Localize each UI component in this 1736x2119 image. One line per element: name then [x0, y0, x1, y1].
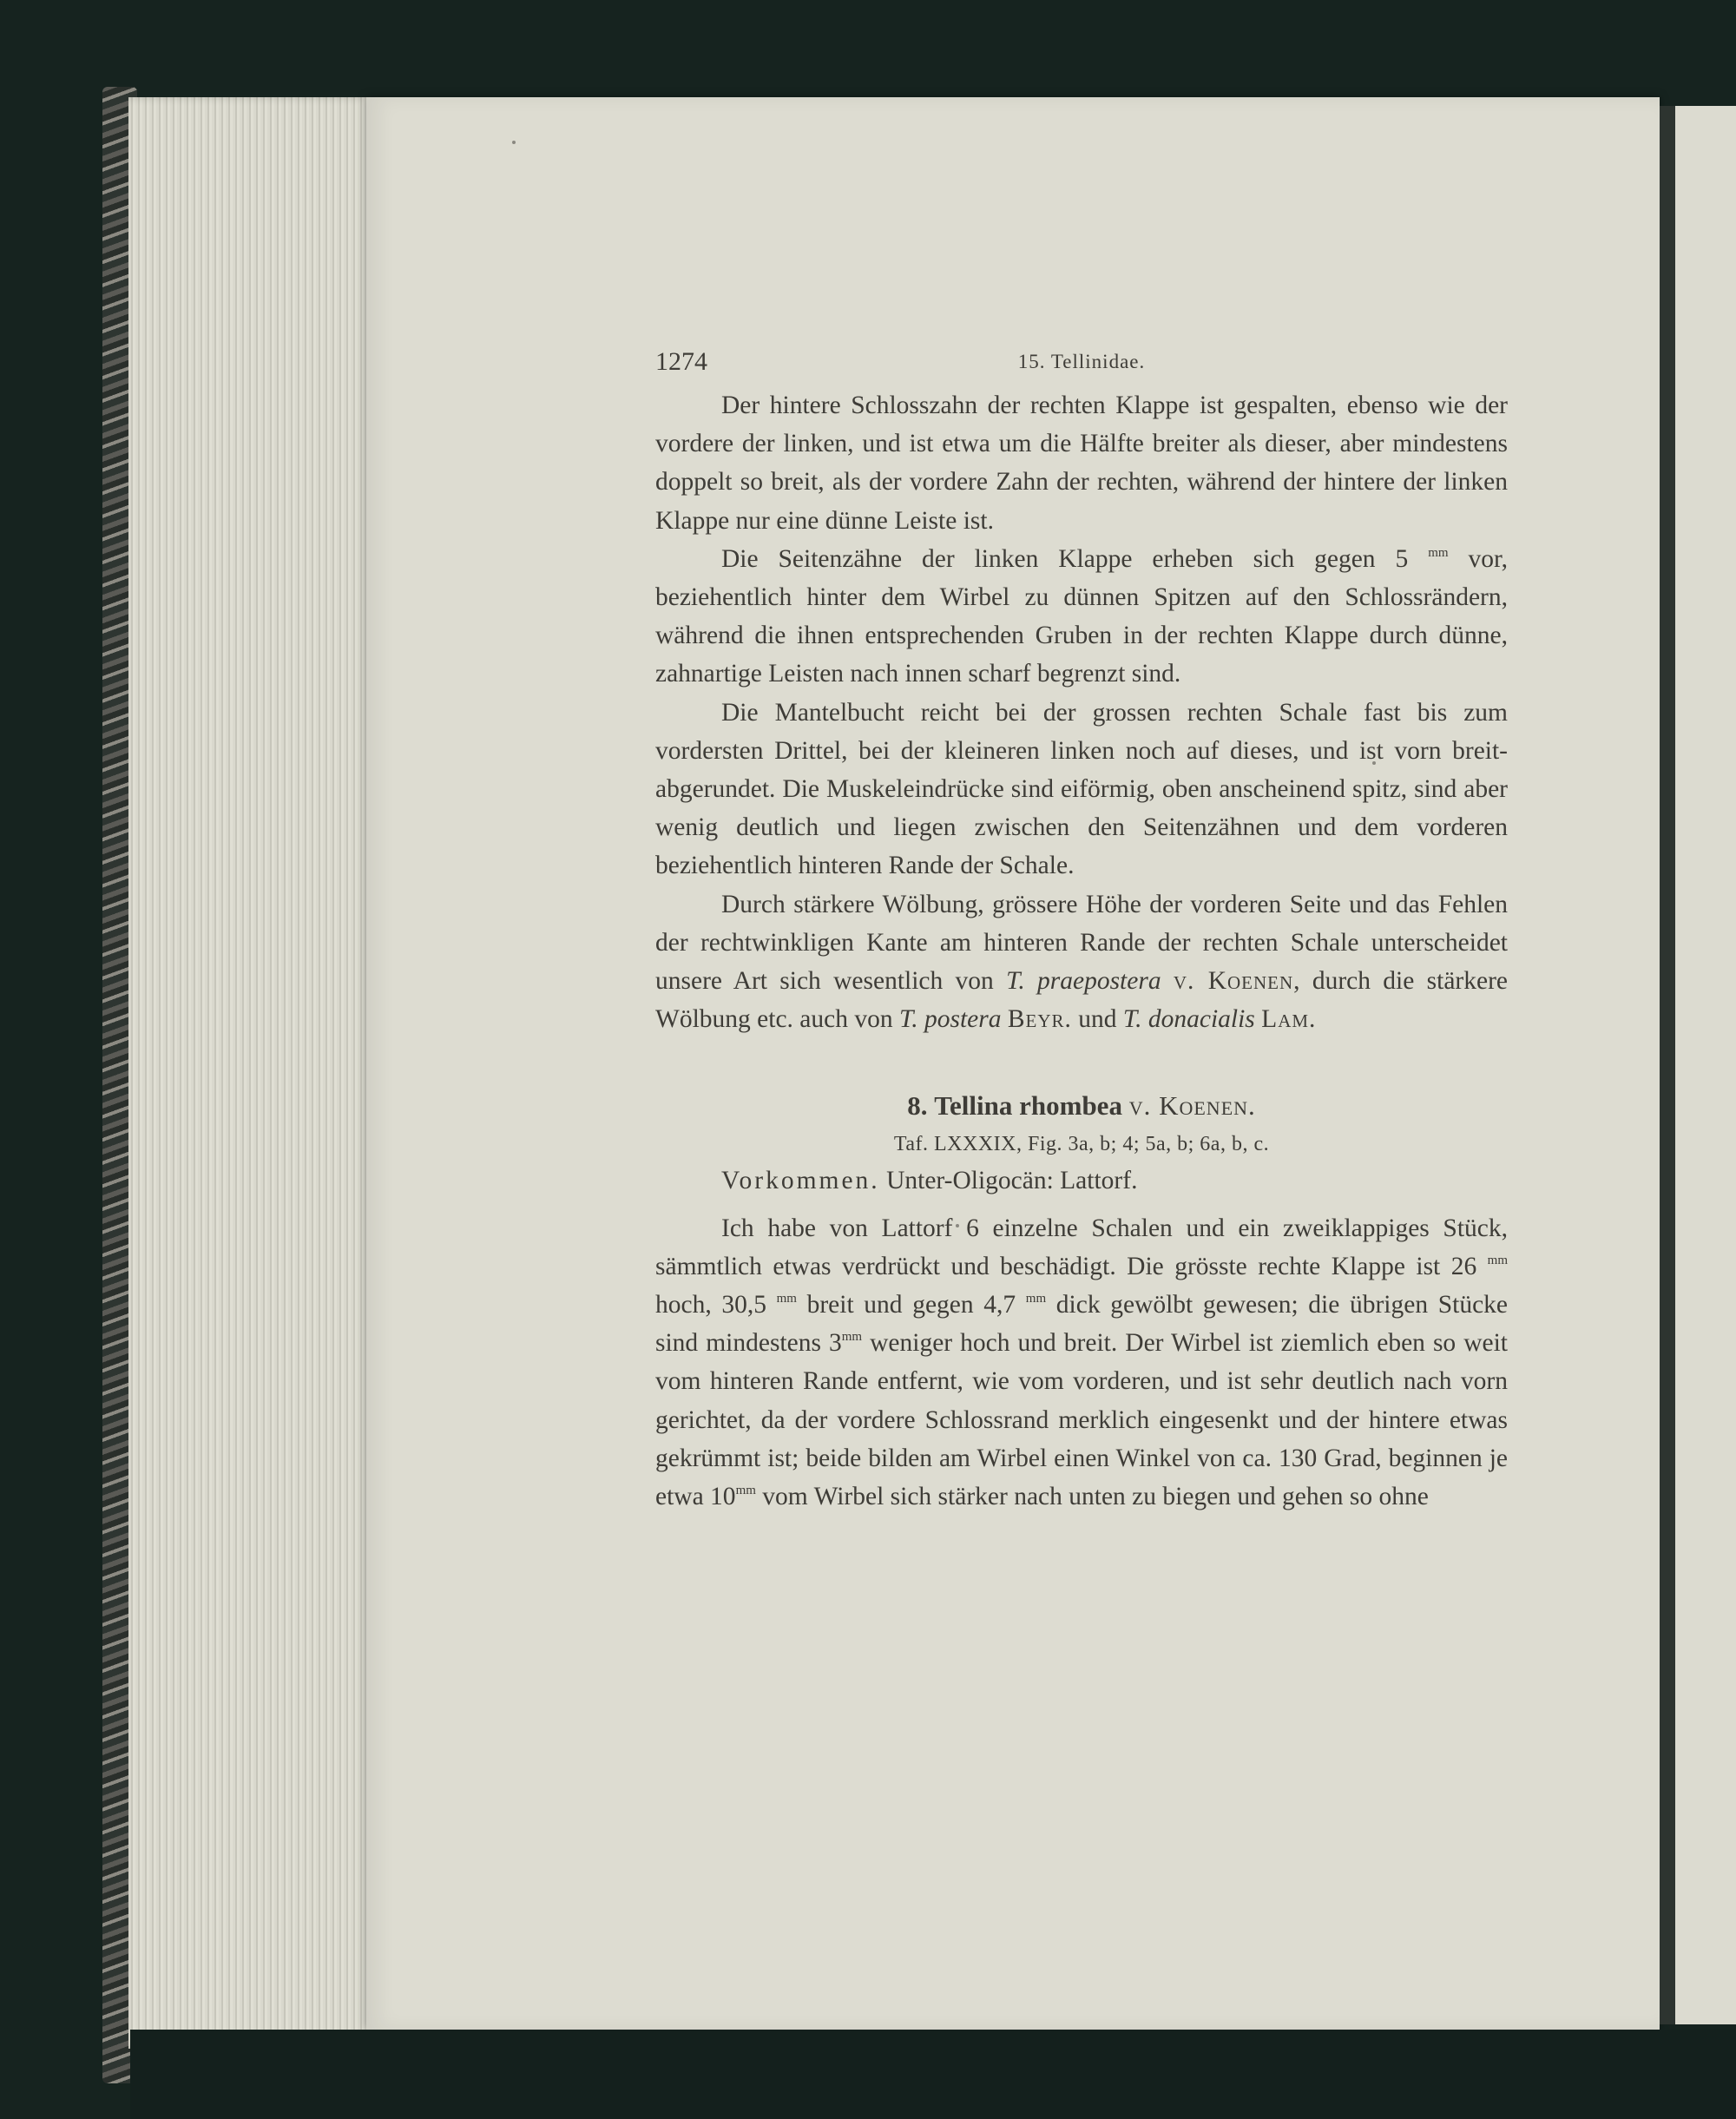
text-run: weniger hoch und breit. Der Wirbel ist ziemlich eben so weit vom hinteren Rande entfernt, wie vom vorderen, und ist sehr deutlich nach vorn gerichtet, da der vordere Schlossrand merklich eingesenkt und der hintere etwas gekrümmt ist; beide bilden am Wirbel einen Winkel von ca. 130 Grad, beginnen je etwa 10 — [655, 1329, 1509, 1511]
page-text — [655, 334, 1508, 1516]
species-heading — [655, 1085, 1508, 1127]
unit-mm: mm — [1428, 545, 1449, 560]
unit-mm: mm — [1487, 1253, 1509, 1267]
species-number: 8. — [907, 1090, 928, 1122]
paper-speck — [512, 141, 516, 144]
facing-page-edge — [1660, 106, 1736, 2024]
author-name: Beyr. — [1007, 1005, 1072, 1034]
unit-mm: mm — [776, 1292, 797, 1306]
text-run: Die Seitenzähne der linken Klappe erheben sich gegen 5 — [721, 544, 1409, 573]
author-name: Lam. — [1261, 1005, 1317, 1034]
paragraph-lateral-teeth — [655, 540, 1508, 694]
unit-mm: mm — [841, 1330, 863, 1345]
occurrence-text: Unter-Oligocän: Lattorf. — [886, 1167, 1138, 1195]
scan-bottom-margin — [130, 2030, 1736, 2119]
species-name: T. donacialis — [1122, 1005, 1255, 1034]
plate-reference: Taf. LXXXIX, Fig. 3a, b; 4; 5a, b; 6a, b, c. — [893, 1133, 1270, 1156]
paragraph-comparison — [655, 885, 1508, 1039]
species-title: Tellina rhombea — [934, 1090, 1122, 1122]
species-name: T. postera — [899, 1005, 1002, 1034]
text-run: dick gewölbt gewesen; die übrigen Stücke sind mindestens 3 — [655, 1291, 1509, 1358]
species-name: T. praepostera — [1006, 967, 1161, 996]
section-title: 15. Tellinidae. — [1017, 351, 1146, 372]
text-run: , durch die stärkere Wölbung etc. auch von — [655, 967, 1508, 1034]
page-number: 1274 — [655, 347, 707, 376]
text-run: breit und gegen 4,7 — [806, 1291, 1016, 1319]
text-run: hoch, 30,5 — [655, 1291, 766, 1319]
paragraph-hinge-teeth: Der hintere Schlosszahn der rechten Klappe ist gespalten, ebenso wie der vordere der linken, und ist etwa um die Hälfte breiter als dieser, aber mindestens doppelt so breit, als der vordere Zahn der rechten, während der hintere der linken Klappe nur eine dünne Leiste ist. — [655, 392, 1508, 535]
text-run: Ich habe von Lattorf 6 einzelne Schalen und ein zweiklappiges Stück, sämmtlich etwas verdrückt und beschädigt. Die grösste rechte Klappe ist 26 — [655, 1214, 1508, 1280]
text-run: vom Wirbel sich stärker nach unten zu biegen und gehen so ohne — [762, 1483, 1429, 1511]
text-run: und — [1071, 1005, 1123, 1034]
occurrence-label: Vorkommen. — [721, 1167, 880, 1195]
paragraph-pallial-sinus: Die Mantelbucht reicht bei der grossen rechten Schale fast bis zum vordersten Drittel, bei der kleineren linken noch auf dieses, und ist vorn breit-abgerundet. Die Muskeleindrücke sind eiförmig, oben anscheinend spitz, sind aber wenig deutlich und liegen zwischen den Seitenzähnen und dem vorderen beziehentlich hinteren Rande der Schale. — [655, 698, 1508, 880]
author-name: v. Koenen — [1173, 967, 1294, 996]
unit-mm: mm — [735, 1484, 756, 1498]
text-run: vor, beziehentlich hinter dem Wirbel zu dünnen Spitzen auf den Schlossrändern, während die ihnen entsprechenden Gruben in der rechten Klappe durch dünne, zahnartige Leisten nach innen scharf begrenzt sind. — [655, 544, 1508, 688]
page-stack-edges — [128, 97, 376, 2049]
species-author: v. Koenen. — [1128, 1090, 1256, 1122]
occurrence-line — [655, 1162, 1508, 1200]
text-run: Durch stärkere Wölbung, grössere Höhe der vorderen Seite und das Fehlen der rechtwinkligen Kante am hinteren Rande der rechten Schale unterscheidet unsere Art sich wesentlich von — [655, 890, 1508, 996]
running-head — [655, 334, 1508, 376]
unit-mm: mm — [1025, 1292, 1047, 1306]
paragraph-description — [655, 1209, 1508, 1517]
